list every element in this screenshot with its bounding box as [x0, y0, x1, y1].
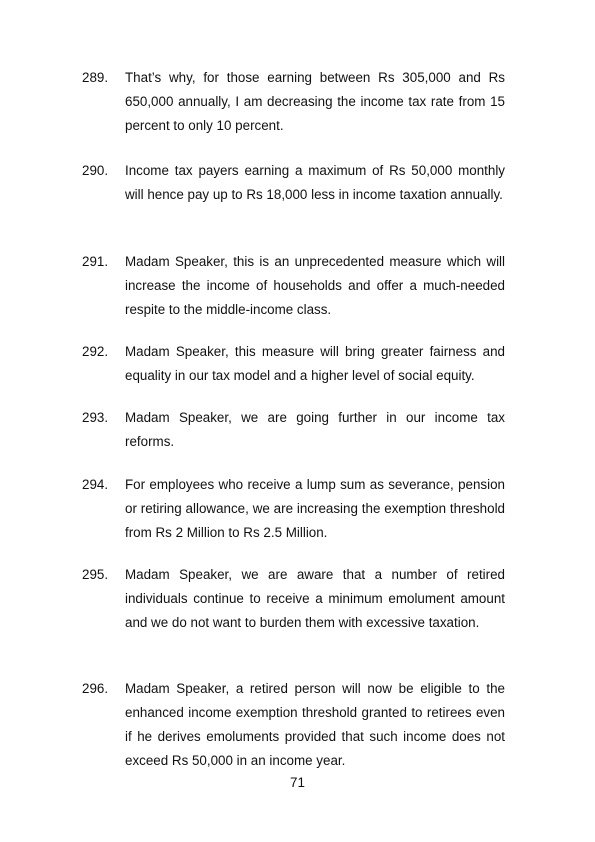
- paragraph-number: 294.: [82, 477, 109, 492]
- paragraph-number: 290.: [82, 163, 109, 178]
- paragraph-number: 295.: [82, 567, 109, 582]
- paragraph-number: 291.: [82, 254, 109, 269]
- paragraph-text: For employees who receive a lump sum as severance, pension or retiring allowance, we are increasing the exemption threshold from Rs 2 Million to Rs 2.5 Million.: [125, 477, 505, 540]
- paragraph-text: Madam Speaker, we are aware that a number of retired individuals continue to receive a minimum emolument amount and we do not want to burden them with excessive taxation.: [125, 567, 505, 630]
- paragraph-text: Madam Speaker, this measure will bring greater fairness and equality in our tax model and a higher level of social equity.: [125, 344, 505, 383]
- paragraph-number: 296.: [82, 681, 109, 696]
- paragraph-295: [82, 563, 505, 635]
- paragraph-text: That’s why, for those earning between Rs 305,000 and Rs 650,000 annually, I am decreasing the income tax rate from 15 percent to only 10 percent.: [125, 70, 505, 133]
- paragraph-289: [82, 66, 505, 138]
- paragraph-text: Madam Speaker, we are going further in our income tax reforms.: [125, 410, 505, 449]
- paragraph-text: Madam Speaker, this is an unprecedented measure which will increase the income of households and offer a much-needed respite to the middle-income class.: [125, 254, 505, 317]
- page-number: 71: [290, 775, 305, 790]
- paragraph-number: 293.: [82, 410, 109, 425]
- paragraph-291: [82, 250, 505, 322]
- paragraph-text: Income tax payers earning a maximum of Rs 50,000 monthly will hence pay up to Rs 18,000 less in income taxation annually.: [125, 163, 505, 202]
- paragraph-290: [82, 159, 505, 207]
- paragraph-text: Madam Speaker, a retired person will now be eligible to the enhanced income exemption threshold granted to retirees even if he derives emoluments provided that such income does not exceed Rs 50,000 in an income year.: [125, 681, 505, 768]
- paragraph-296: [82, 677, 505, 773]
- paragraph-number: 292.: [82, 344, 109, 359]
- paragraph-294: [82, 473, 505, 545]
- paragraph-292: [82, 340, 505, 388]
- paragraph-293: [82, 406, 505, 454]
- paragraph-number: 289.: [82, 70, 109, 85]
